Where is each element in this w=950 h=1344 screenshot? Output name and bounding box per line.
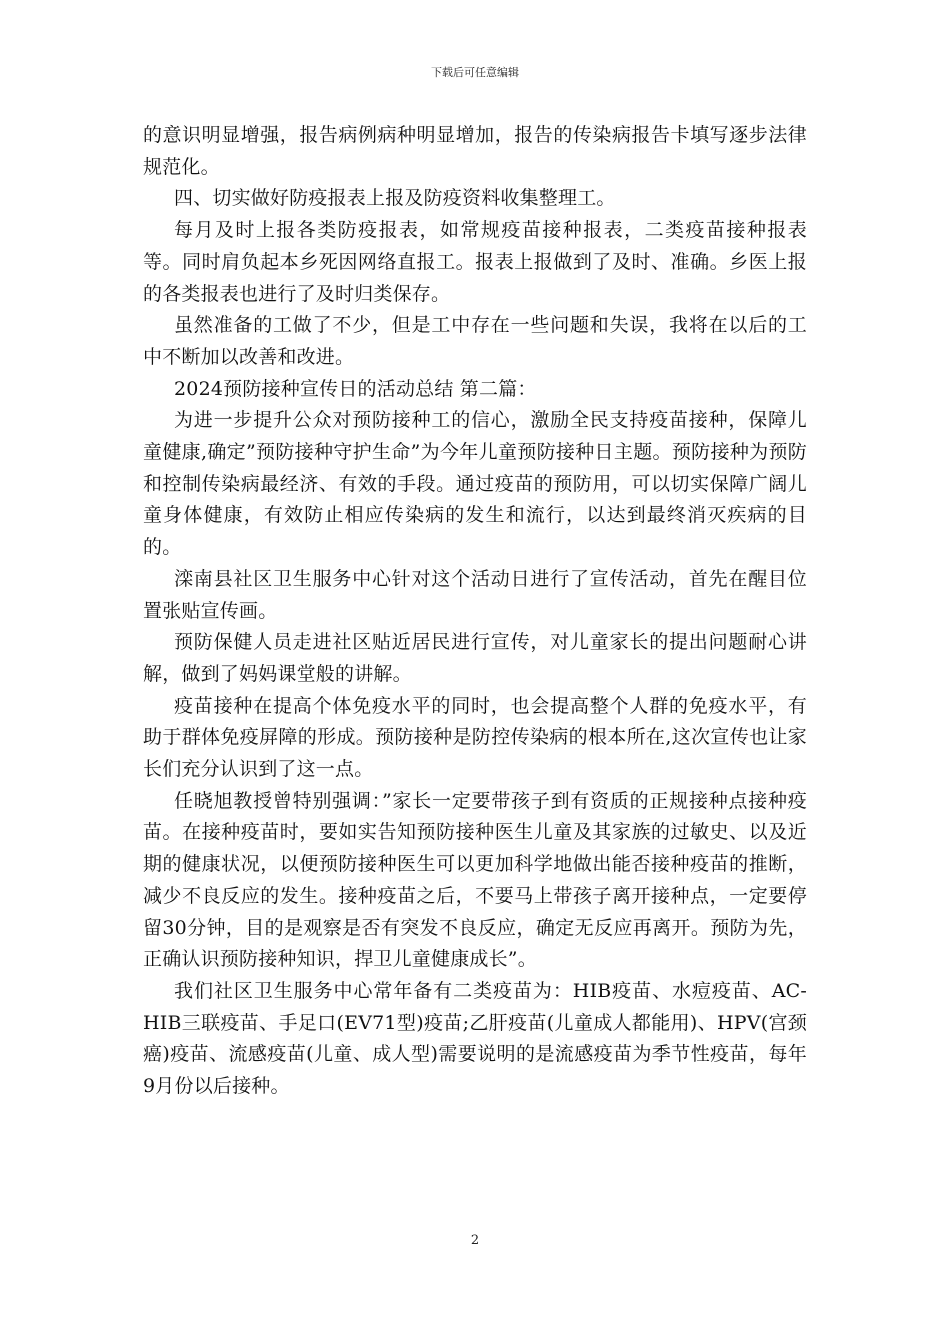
section-heading: 2024预防接种宣传日的活动总结 第二篇： — [174, 377, 537, 400]
paragraph-7: 滦南县社区卫生服务中心针对这个活动日进行了宣传活动，首先在醒目位置张贴宣传画。 — [143, 567, 807, 622]
paragraph-6: 为进一步提升公众对预防接种工的信心，激励全民支持疫苗接种，保障儿童健康,确定”预防接种守护生命”为今年儿童预防接种日主题。预防接种为预防和控制传染病最经济、有效的手段。通过疫苗的预防用，可以切实保障广阔儿童身体健康，有效防止相应传染病的发生和流行，以达到最终消灭疾病的目的。 — [143, 409, 807, 559]
page-header: 下载后可任意编辑 — [431, 66, 519, 79]
paragraph-2: 四、切实做好防疫报表上报及防疫资料收集整理工。 — [174, 187, 616, 210]
paragraph-11: 我们社区卫生服务中心常年备有二类疫苗为：HIB疫苗、水痘疫苗、AC-HIB三联疫苗、手足口(EV71型)疫苗;乙肝疫苗(儿童成人都能用)、HPV(宫颈癌)疫苗、流感疫苗(儿童、成人型)需要说明的是流感疫苗为季节性疫苗，每年9月份以后接种。 — [143, 979, 807, 1098]
paragraph-10: 任晓旭教授曾特别强调：”家长一定要带孩子到有资质的正规接种点接种疫苗。在接种疫苗时，要如实告知预防接种医生儿童及其家族的过敏史、以及近期的健康状况，以便预防接种医生可以更加科学地做出能否接种疫苗的推断，减少不良反应的发生。接种疫苗之后，不要马上带孩子离开接种点，一定要停留30分钟，目的是观察是否有突发不良反应，确定无反应再离开。预防为先，正确认识预防接种知识，捍卫儿童健康成长”。 — [143, 789, 807, 971]
paragraph-8: 预防保健人员走进社区贴近居民进行宣传，对儿童家长的提出问题耐心讲解，做到了妈妈课堂般的讲解。 — [143, 631, 807, 685]
document-body — [143, 120, 807, 1103]
paragraph-1: 的意识明显增强，报告病例病种明显增加，报告的传染病报告卡填写逐步法律规范化。 — [143, 124, 807, 178]
paragraph-4: 虽然准备的工做了不少，但是工中存在一些问题和失误，我将在以后的工中不断加以改善和改进。 — [143, 314, 807, 368]
paragraph-3: 每月及时上报各类防疫报表，如常规疫苗接种报表，二类疫苗接种报表等。同时肩负起本乡死因网络直报工。报表上报做到了及时、准确。乡医上报的各类报表也进行了及时归类保存。 — [143, 219, 807, 305]
paragraph-9: 疫苗接种在提高个体免疫水平的同时，也会提高整个人群的免疫水平，有助于群体免疫屏障的形成。预防接种是防控传染病的根本所在,这次宣传也让家长们充分认识到了这一点。 — [143, 694, 807, 781]
page-number: 2 — [470, 1233, 480, 1248]
